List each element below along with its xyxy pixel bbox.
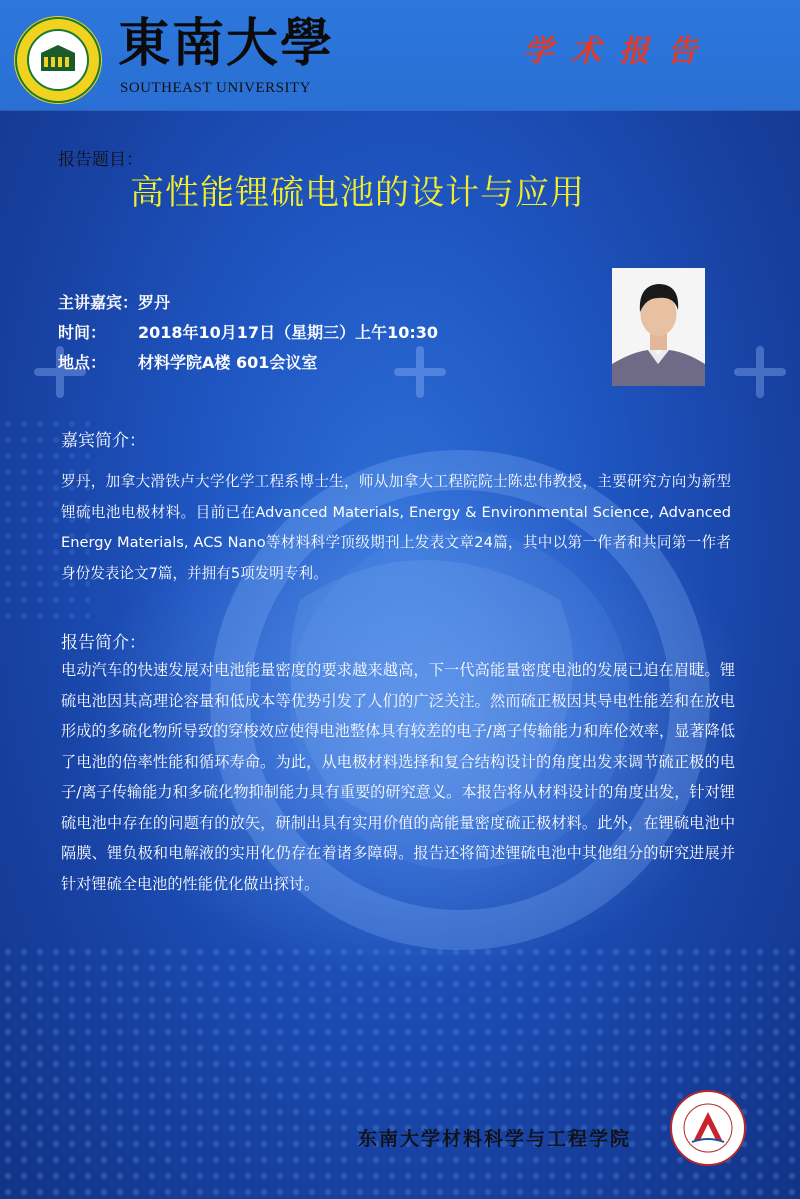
topic-title: 高性能锂硫电池的设计与应用 xyxy=(130,173,585,213)
speaker-name: 罗丹 xyxy=(138,293,171,312)
university-english-name: SOUTHEAST UNIVERSITY xyxy=(120,80,311,96)
place-row xyxy=(58,348,438,378)
speaker-label: 主讲嘉宾： xyxy=(58,293,139,312)
time-value: 2018年10月17日（星期三）上午10:30 xyxy=(138,323,438,342)
bio-paragraph: 罗丹，加拿大滑铁卢大学化学工程系博士生，师从加拿大工程院院士陈忠伟教授，主要研究方向为新型锂硫电池电极材料。目前已在Advanced Materials, Energy & Environmental Science, Advanced Energy Materials, ACS Nano等材料科学顶级期刊上发表文章24篇，其中以第一作者和共同第一作者身份发表论文7篇，并拥有5项发明专利。 xyxy=(61,473,731,582)
footer-organization: 东南大学材料科学与工程学院 xyxy=(358,1128,632,1150)
abstract-paragraph: 电动汽车的快速发展对电池能量密度的要求越来越高，下一代高能量密度电池的发展已迫在眉睫。锂硫电池因其高理论容量和低成本等优势引发了人们的广泛关注。然而硫正极因其导电性能差和在放电形成的多硫化物所导致的穿梭效应使得电池整体具有较差的电子/离子传输能力和库伦效率，显著降低了电池的倍率性能和循环寿命。为此，从电极材料选择和复合结构设计的角度出发来调节硫正极的电子/离子传输能力和多硫化物抑制能力具有重要的研究意义。本报告将从材料设计的角度出发，针对锂硫电池中存在的问题有的放矢，研制出具有实用价值的高能量密度硫正极材料。此外，在锂硫电池中隔膜、锂负极和电解液的实用化仍存在着诸多障碍。报告还将简述锂硫电池中其他组分的研究进展并针对锂硫全电池的性能优化做出探讨。 xyxy=(61,661,735,893)
event-info xyxy=(58,288,438,378)
bio-section-title: 嘉宾简介： xyxy=(61,431,146,451)
topic-label: 报告题目： xyxy=(58,150,143,170)
place-label: 地点： xyxy=(58,353,107,372)
speaker-row xyxy=(58,288,438,318)
abstract-section-title: 报告简介： xyxy=(61,633,146,653)
academic-report-tag: 学术报告 xyxy=(523,34,715,69)
time-label: 时间： xyxy=(58,323,107,342)
header xyxy=(0,0,800,110)
time-row xyxy=(58,318,438,348)
school-logo xyxy=(670,1090,746,1166)
speaker-photo xyxy=(612,268,705,386)
place-value: 材料学院A楼 601会议室 xyxy=(138,353,318,372)
university-seal-logo xyxy=(13,15,103,105)
university-calligraphy-name: 東南大學 xyxy=(118,13,335,74)
